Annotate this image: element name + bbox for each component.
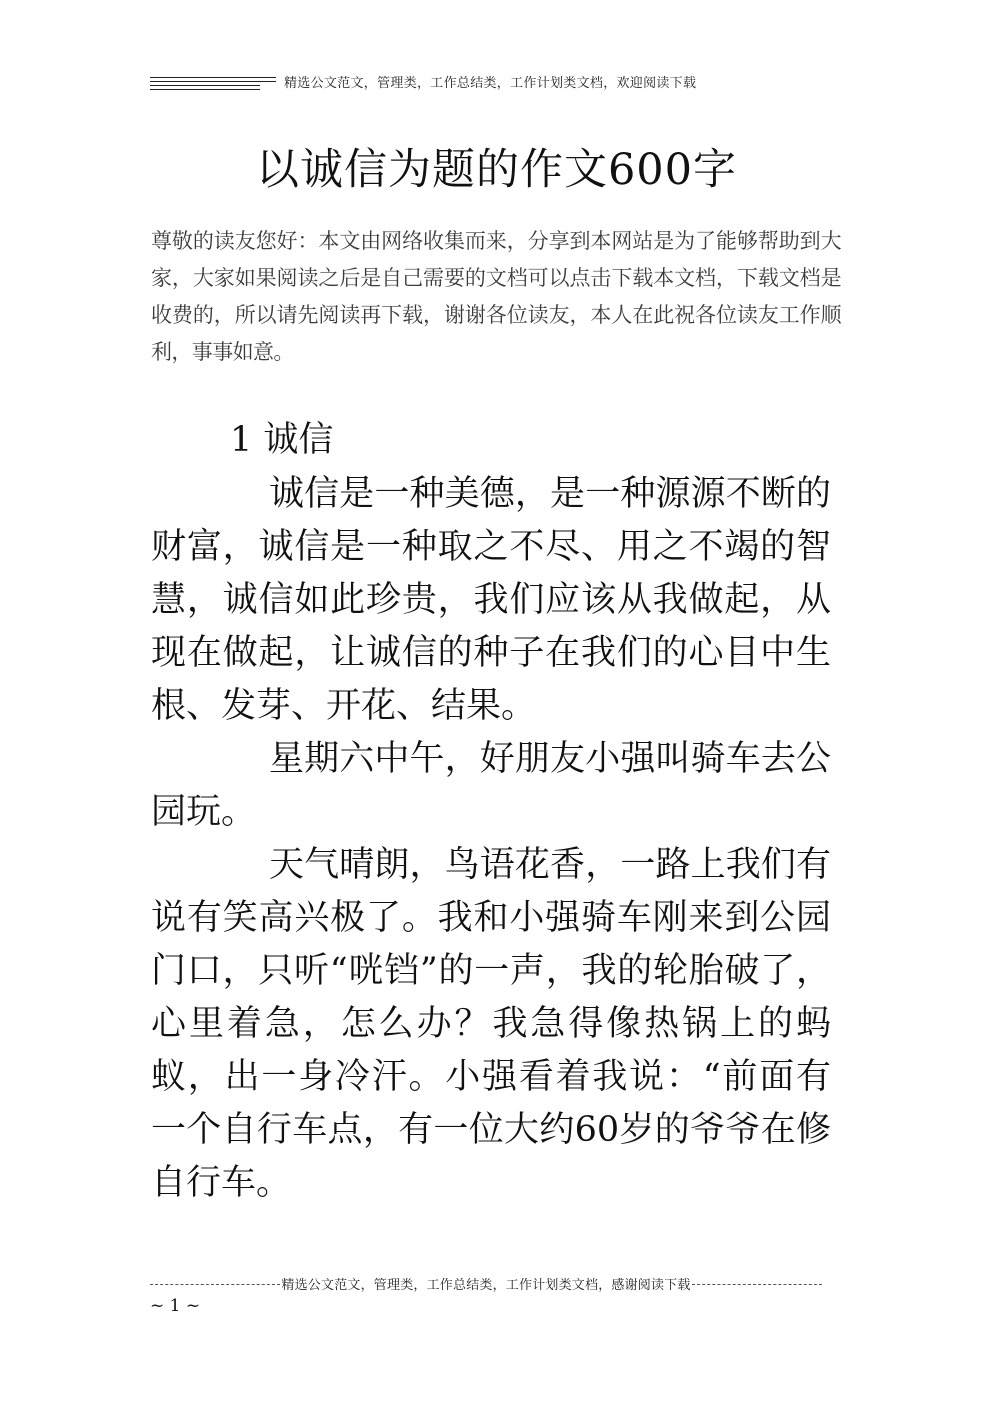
header-rule	[150, 81, 276, 82]
header-rule	[150, 89, 260, 90]
essay-paragraph: 诚信是一种美德，是一种源源不断的财富，诚信是一种取之不尽、用之不竭的智慧，诚信如此珍贵，我们应该从我做起，从现在做起，让诚信的种子在我们的心目中生根、发芽、开花、结果。	[151, 474, 831, 726]
document-title: 以诚信为题的作文600字	[255, 145, 738, 195]
page-footer	[150, 1274, 822, 1293]
download-notice: 尊敬的读友您好：本文由网络收集而来，分享到本网站是为了能够帮助到大家，大家如果阅读之后是自己需要的文档可以点击下载本文档，下载文档是收费的，所以请先阅读再下载，谢谢各位读友，本人在此祝各位读友工作顺利，事事如意。	[151, 229, 841, 364]
page-footer-text: 精选公文范文，管理类，工作总结类，工作计划类文档，感谢阅读下载	[281, 1278, 691, 1293]
header-rule	[150, 77, 276, 78]
footer-dash-left	[150, 1284, 280, 1285]
essay-paragraph: 星期六中午，好朋友小强叫骑车去公园玩。	[151, 739, 831, 832]
page-number: ~ 1 ~	[150, 1296, 201, 1316]
essay-body	[151, 468, 831, 1210]
page-header-text: 精选公文范文，管理类，工作总结类，工作计划类文档，欢迎阅读下载	[284, 76, 697, 91]
section-heading: 1 诚信	[230, 420, 334, 460]
essay-paragraph: 天气晴朗，鸟语花香，一路上我们有说有笑高兴极了。我和小强骑车刚来到公园门口，只听“咣铛”的一声，我的轮胎破了，心里着急，怎么办？我急得像热锅上的蚂蚁，出一身冷汗。小强看着我说：“前面有一个自行车点，有一位大约60岁的爷爷在修自行车。	[151, 845, 831, 1203]
header-rule-lines	[150, 77, 276, 93]
header-rule	[150, 85, 260, 86]
footer-dash-right	[692, 1284, 822, 1285]
